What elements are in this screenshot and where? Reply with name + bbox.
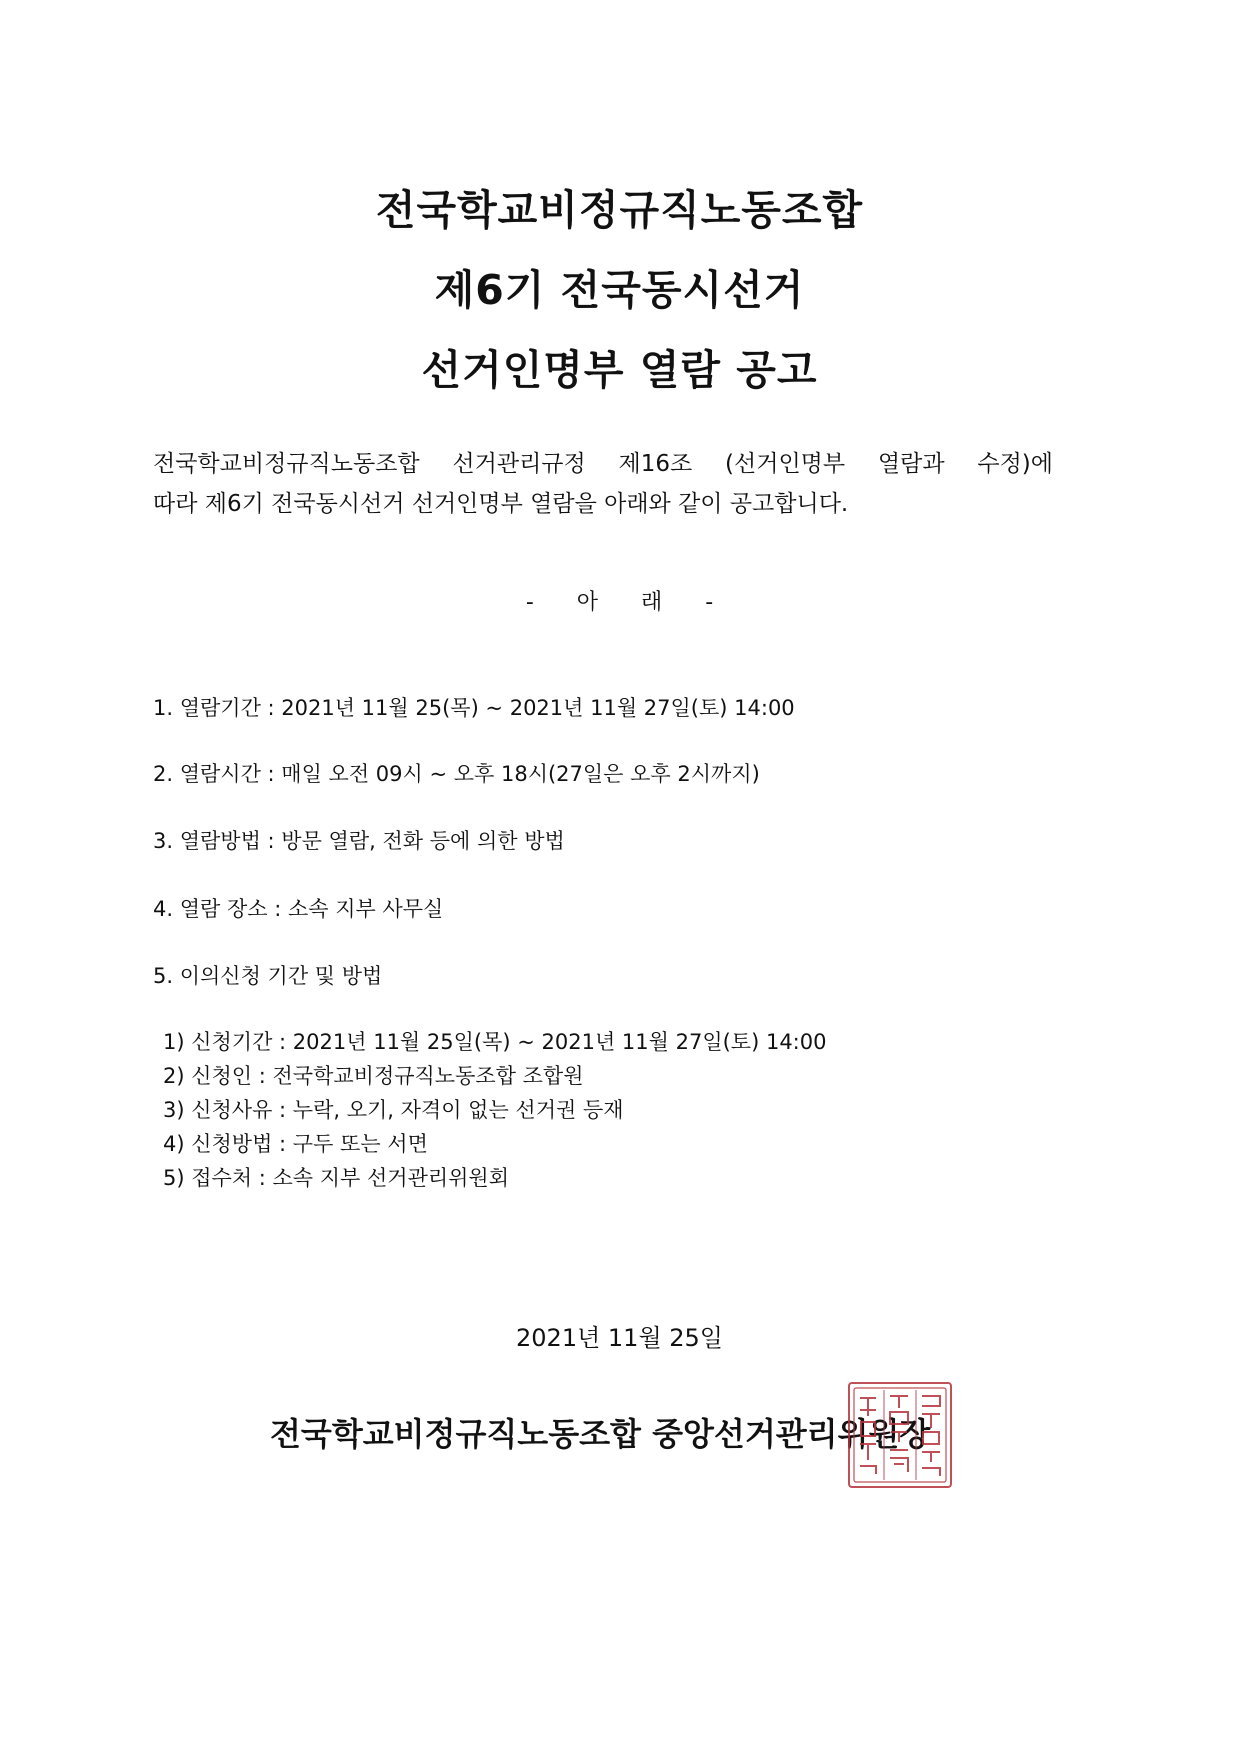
subitem-applicant: 2) 신청인 : 전국학교비정규직노동조합 조합원: [163, 1064, 584, 1088]
signatory: 전국학교비정규직노동조합 중앙선거관리위원장: [270, 1415, 931, 1453]
list-item-method: 3. 열람방법 : 방문 열람, 전화 등에 의한 방법: [153, 829, 565, 853]
list-item-location: 4. 열람 장소 : 소속 지부 사무실: [153, 897, 444, 921]
subitem-receiving-office: 5) 접수처 : 소속 지부 선거관리위원회: [163, 1166, 510, 1190]
list-item-objection: 5. 이의신청 기간 및 방법: [153, 964, 383, 988]
title-line-union: 전국학교비정규직노동조합: [375, 186, 864, 234]
list-item-hours: 2. 열람시간 : 매일 오전 09시 ~ 오후 18시(27일은 오후 2시까지): [153, 762, 760, 786]
intro-line-2: 따라 제6기 전국동시선거 선거인명부 열람을 아래와 같이 공고합니다.: [153, 491, 849, 517]
subitem-reason: 3) 신청사유 : 누락, 오기, 자격이 없는 선거권 등재: [163, 1098, 624, 1122]
title-line-election: 제6기 전국동시선거: [434, 266, 805, 314]
subitem-application-method: 4) 신청방법 : 구두 또는 서면: [163, 1132, 428, 1156]
official-seal-icon: [846, 1380, 954, 1490]
section-mark-below: - 아 래 -: [525, 590, 714, 615]
subitem-application-period: 1) 신청기간 : 2021년 11월 25일(목) ~ 2021년 11월 27일(토) 14:00: [163, 1030, 827, 1054]
title-line-notice: 선거인명부 열람 공고: [421, 346, 818, 394]
intro-paragraph: [153, 444, 1053, 524]
document-title: [0, 170, 1239, 410]
list-item-period: 1. 열람기간 : 2021년 11월 25(목) ~ 2021년 11월 27일(토) 14:00: [153, 696, 795, 720]
notice-date: 2021년 11월 25일: [516, 1324, 723, 1352]
objection-subitems-list: [163, 1025, 1063, 1195]
intro-line-1: 전국학교비정규직노동조합 선거관리규정 제16조 (선거인명부 열람과 수정)에: [153, 451, 1053, 477]
